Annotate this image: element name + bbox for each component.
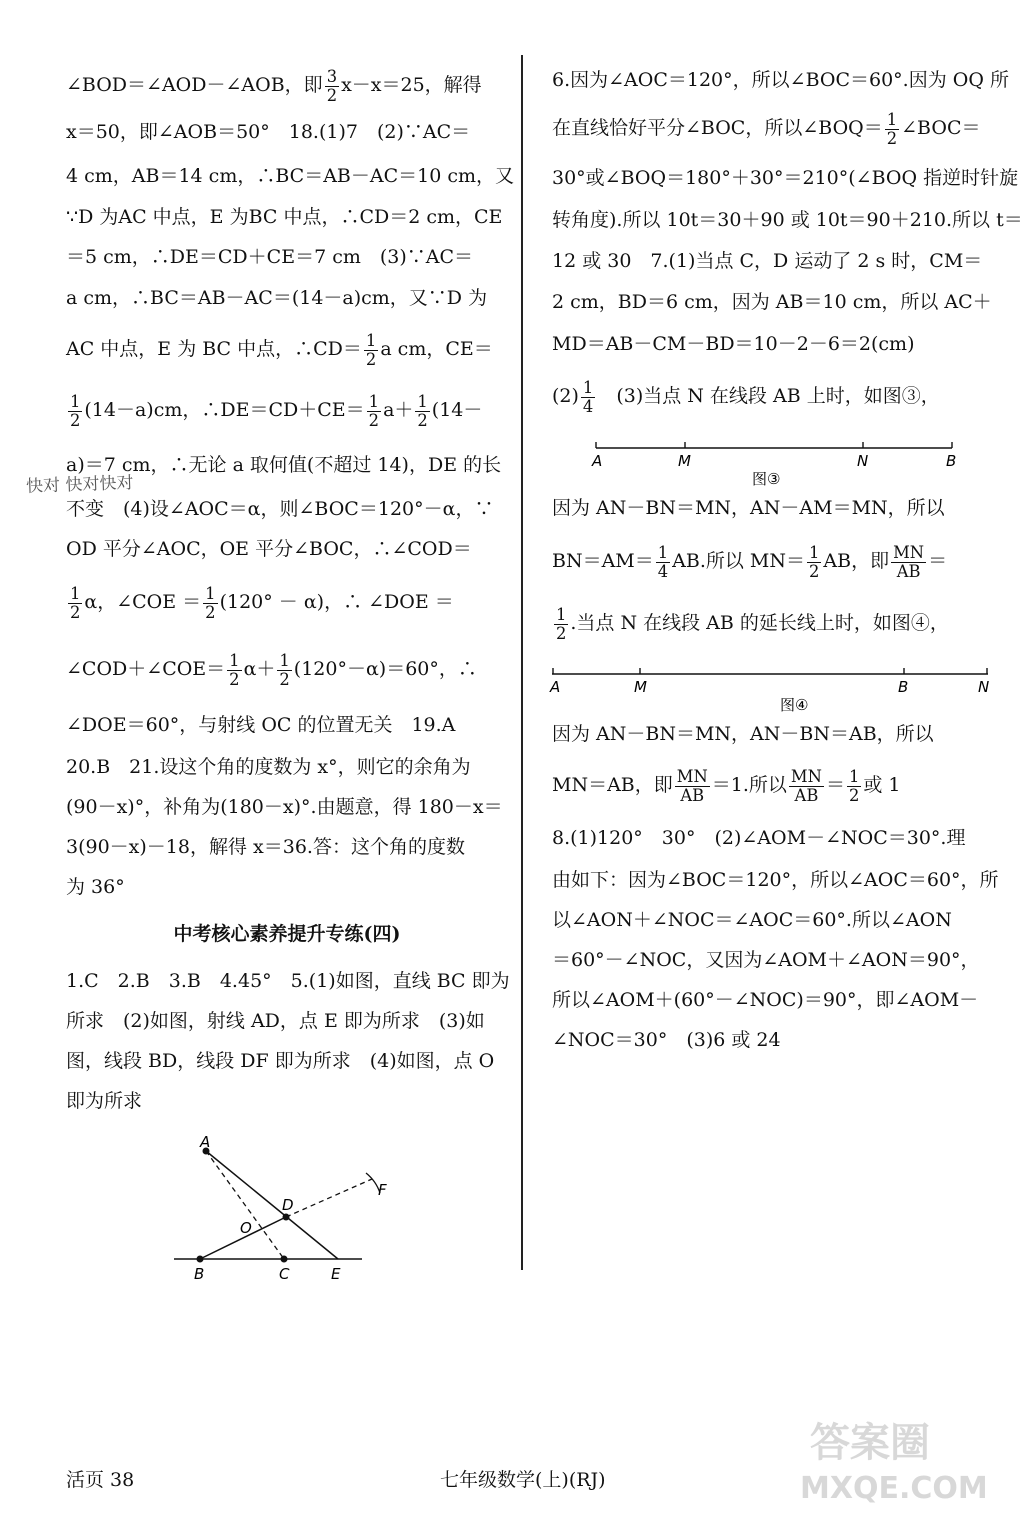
text-line: 为 36° [66, 876, 125, 898]
line-text: α，∠COE ＝ [84, 591, 202, 613]
text-line: 所以∠AOM＋(60°－∠NOC)＝90°，即∠AOM－ [552, 989, 979, 1011]
fraction [581, 379, 595, 414]
label-f: F [378, 1181, 387, 1199]
line-text: x－x＝25，解得 [341, 74, 482, 96]
label-b: B [194, 1265, 205, 1283]
text-line: 因为 AN－BN＝MN，AN－AM＝MN，所以 [552, 497, 945, 519]
fraction-numerator: 1 [70, 392, 81, 412]
text-line [552, 594, 992, 652]
fraction-denominator: 2 [326, 85, 338, 105]
fraction [277, 652, 291, 687]
text-line [66, 379, 508, 441]
text-line [552, 528, 992, 594]
label-m: M [678, 452, 691, 470]
line-text: a＋ [383, 399, 414, 421]
left-column [66, 60, 515, 1291]
line-text: ＝ [928, 550, 948, 572]
right-column [550, 60, 1023, 1060]
line-text: ∠BOC＝ [901, 117, 981, 139]
text-line [66, 319, 508, 379]
fraction [364, 332, 378, 367]
fraction-numerator: 1 [417, 392, 428, 412]
text-line: 8.(1)120° 30° (2)∠AOM－∠NOC＝30°.理 [552, 827, 966, 849]
fraction [656, 544, 670, 579]
text-line: x＝50，即∠AOB＝50° 18.(1)7 (2)∵AC＝ [66, 121, 471, 143]
ray-ad [206, 1151, 338, 1259]
text-line: 不变 (4)设∠AOC＝α，则∠BOC＝120°－α，∵ [66, 498, 494, 520]
fraction-numerator: MN [676, 767, 708, 787]
text-line: 图，线段 BD，线段 DF 即为所求 (4)如图，点 O [66, 1050, 495, 1072]
text-line [552, 754, 992, 816]
fraction-numerator: 1 [365, 331, 377, 351]
line-text: (14－ [431, 399, 483, 421]
fraction-denominator: 2 [417, 410, 428, 430]
text-line: 由如下：因为∠BOC＝120°，所以∠AOC＝60°，所 [552, 869, 999, 891]
fraction-denominator: 2 [365, 349, 377, 369]
label-a: A [200, 1133, 211, 1151]
text-line: 3(90－x)－18，解得 x＝36.答：这个角的度数 [66, 836, 465, 858]
text-line: 2 cm，BD＝6 cm，因为 AB＝10 cm，所以 AC＋ [552, 291, 992, 313]
watermark-bottom: MXQE.COM [800, 1471, 988, 1506]
line-text: (2) [552, 385, 579, 407]
fraction-denominator: AB [794, 785, 819, 805]
text-line: 4 cm，AB＝14 cm，∴BC＝AB－AC＝10 cm，又 [66, 165, 515, 187]
point-c [281, 1256, 288, 1263]
line-text: α＋ [243, 658, 276, 680]
fraction-denominator: 2 [886, 128, 898, 148]
page-number: 活页 38 [66, 1469, 135, 1491]
text-line [66, 569, 508, 635]
fraction [367, 393, 381, 428]
fraction-denominator: AB [896, 561, 921, 581]
geometry-figure [66, 1121, 508, 1291]
fraction [675, 768, 710, 803]
fraction-numerator: 1 [70, 584, 81, 604]
text-line [66, 635, 508, 703]
text-line: ＝5 cm，∴DE＝CD＋CE＝7 cm (3)∵AC＝ [66, 246, 474, 268]
fraction-numerator: 1 [279, 651, 290, 671]
text-line [552, 366, 992, 426]
label-n: N [857, 452, 869, 470]
line-text: ∠BOD＝∠AOD－∠AOB，即 [66, 74, 323, 96]
text-line: 30°或∠BOQ＝180°＋30°＝210°(∠BOQ 指逆时针旋 [552, 167, 1019, 189]
watermark-top: 答案圈 [810, 1420, 930, 1466]
fraction-denominator: 2 [279, 669, 290, 689]
line-text: (3)当点 N 在线段 AB 上时，如图③， [597, 385, 940, 407]
line-text: (120°－α)＝60°，∴ [293, 658, 477, 680]
line-text: MN＝AB，即 [552, 774, 673, 796]
label-a: A [550, 678, 561, 696]
text-line: a cm，∴BC＝AB－AC＝(14－a)cm，又∵D 为 [66, 287, 488, 309]
column-divider [521, 55, 523, 1270]
fraction-numerator: 1 [582, 378, 594, 398]
fraction [68, 393, 82, 428]
fraction-numerator: 1 [657, 543, 669, 563]
label-b: B [898, 678, 909, 696]
fraction-numerator: 1 [556, 605, 567, 625]
fraction [68, 585, 82, 620]
line-text: 或 1 [863, 774, 901, 796]
fraction-denominator: 2 [205, 602, 216, 622]
fraction [325, 68, 339, 103]
text-line [552, 100, 992, 156]
label-d: D [282, 1196, 294, 1214]
line-text: AC 中点，E 为 BC 中点，∴CD＝ [66, 338, 362, 360]
text-line: ＝60°－∠NOC，又因为∠AOM＋∠AON＝90°， [552, 949, 980, 971]
fraction-denominator: 2 [556, 623, 567, 643]
text-line: 12 或 30 7.(1)当点 C，D 运动了 2 s 时，CM＝ [552, 250, 983, 272]
figure-4 [552, 652, 992, 714]
fraction-numerator: 1 [809, 543, 820, 563]
fraction-numerator: 3 [326, 67, 338, 87]
figure-3 [552, 426, 992, 488]
fraction [789, 768, 824, 803]
section-title: 中考核心素养提升专练(四) [173, 923, 401, 945]
fraction [847, 768, 861, 803]
label-n: N [978, 678, 990, 696]
label-e: E [331, 1265, 341, 1283]
fraction-denominator: 4 [582, 396, 594, 416]
point-d [283, 1214, 290, 1221]
line-text: a cm，CE＝ [380, 338, 493, 360]
fraction-denominator: 2 [809, 561, 820, 581]
segment-df-dashed [286, 1179, 372, 1217]
label-b: B [946, 452, 957, 470]
fraction-numerator: 1 [848, 767, 860, 787]
fraction [203, 585, 217, 620]
line-text: (14－a)cm，∴DE＝CD＋CE＝ [84, 399, 365, 421]
book-title: 七年级数学(上)(RJ) [440, 1469, 606, 1491]
point-b [197, 1256, 204, 1263]
fraction-numerator: 1 [229, 651, 240, 671]
text-line: 1.C 2.B 3.B 4.45° 5.(1)如图，直线 BC 即为 [66, 970, 510, 992]
fraction [227, 652, 241, 687]
text-line: 以∠AON＋∠NOC＝∠AOC＝60°.所以∠AON [552, 909, 952, 931]
text-line: 20.B 21.设这个角的度数为 x°，则它的余角为 [66, 756, 471, 778]
text-line: MD＝AB－CM－BD＝10－2－6＝2(cm) [552, 333, 915, 355]
line-text: BN＝AM＝ [552, 550, 654, 572]
figure-caption: 图④ [780, 696, 809, 714]
fraction-numerator: 1 [205, 584, 216, 604]
line-text: .当点 N 在线段 AB 的延长线上时，如图④， [570, 612, 949, 634]
figure-caption: 图③ [752, 470, 781, 488]
fraction [891, 544, 926, 579]
fraction-numerator: MN [790, 767, 822, 787]
text-line: OD 平分∠AOC，OE 平分∠BOC，∴∠COD＝ [66, 538, 472, 560]
fraction [415, 393, 429, 428]
fraction-denominator: 2 [70, 410, 81, 430]
label-c: C [279, 1265, 290, 1283]
label-a: A [592, 452, 603, 470]
label-m: M [634, 678, 647, 696]
fraction-denominator: 4 [657, 561, 669, 581]
text-line: 即为所求 [66, 1090, 143, 1112]
text-line: 6.因为∠AOC＝120°，所以∠BOC＝60°.因为 OQ 所 [552, 69, 1009, 91]
text-line: ∠NOC＝30° (3)6 或 24 [552, 1029, 781, 1051]
text-line: (90－x)°，补角为(180－x)°.由题意，得 180－x＝ [66, 796, 503, 818]
line-text: AB，即 [823, 550, 890, 572]
line-text: AB.所以 MN＝ [672, 550, 805, 572]
fraction [807, 544, 821, 579]
fraction [554, 606, 568, 641]
text-line: ∵D 为AC 中点，E 为BC 中点，∴CD＝2 cm，CE [66, 206, 503, 228]
fraction-denominator: 2 [70, 602, 81, 622]
fraction-numerator: 1 [368, 392, 380, 412]
label-o: O [240, 1219, 252, 1237]
fraction-denominator: 2 [368, 410, 380, 430]
fraction-numerator: MN [893, 543, 925, 563]
fraction-denominator: 2 [229, 669, 240, 689]
text-line: 转角度).所以 10t＝30＋90 或 10t＝90＋210.所以 t＝ [552, 209, 1023, 231]
text-line: 因为 AN－BN＝MN，AN－BN＝AB，所以 [552, 723, 934, 745]
line-text: (120° － α)，∴ ∠DOE ＝ [219, 591, 454, 613]
fraction [885, 111, 899, 146]
answer-stamp: 快对 快对快对 [25, 473, 134, 497]
fraction-denominator: 2 [848, 785, 860, 805]
line-text: ∠COD＋∠COE＝ [66, 658, 226, 680]
text-line [66, 60, 508, 110]
text-line: a)＝7 cm，∴无论 a 取何值(不超过 14)，DE 的长 [66, 454, 502, 476]
text-line: ∠DOE＝60°，与射线 OC 的位置无关 19.A [66, 714, 456, 736]
fraction-denominator: AB [680, 785, 705, 805]
line-text: 在直线恰好平分∠BOC，所以∠BOQ＝ [552, 117, 883, 139]
text-line: 所求 (2)如图，射线 AD，点 E 即为所求 (3)如 [66, 1010, 485, 1032]
line-text: ＝ [825, 774, 845, 796]
line-text: ＝1.所以 [711, 774, 787, 796]
watermark-logo [790, 1400, 988, 1510]
fraction-numerator: 1 [886, 110, 898, 130]
